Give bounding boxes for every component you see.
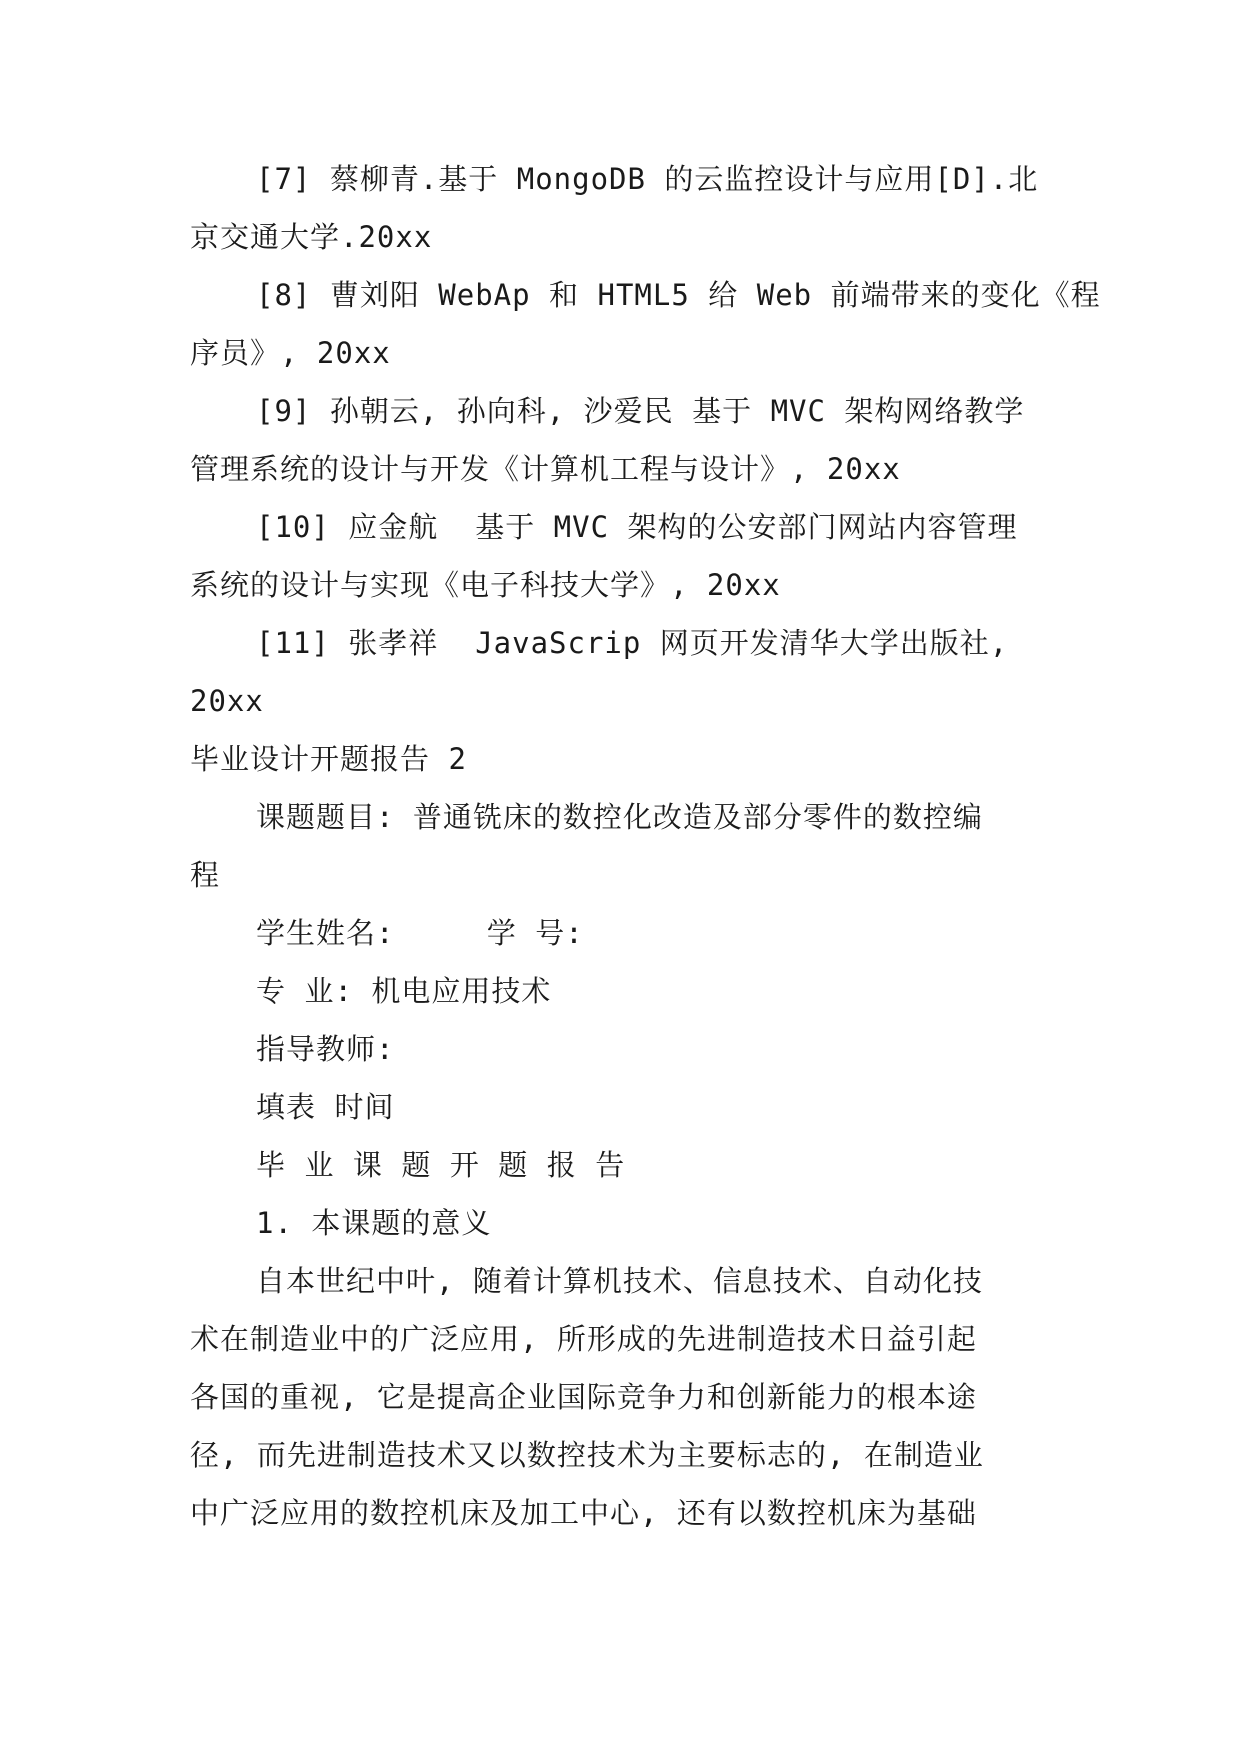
reference-10-line-1: [10] 应金航 基于 MVC 架构的公安部门网站内容管理: [256, 510, 1018, 544]
reference-list: [190, 150, 1101, 730]
paragraph-line: 术在制造业中的广泛应用, 所形成的先进制造技术日益引起: [190, 1322, 977, 1356]
advisor-field: 指导教师:: [256, 1032, 395, 1066]
paragraph-line: 径, 而先进制造技术又以数控技术为主要标志的, 在制造业: [190, 1438, 984, 1472]
topic-line-1: 课题题目: 普通铣床的数控化改造及部分零件的数控编: [256, 800, 983, 834]
student-field: 学生姓名: 学 号:: [256, 916, 584, 950]
body-paragraph: [190, 1252, 1050, 1542]
paragraph-line: 中广泛应用的数控机床及加工中心, 还有以数控机床为基础: [190, 1496, 977, 1530]
reference-8-line-1: [8] 曹刘阳 WebAp 和 HTML5 给 Web 前端带来的变化《程: [256, 278, 1101, 312]
reference-11-line-1: [11] 张孝祥 JavaScrip 网页开发清华大学出版社,: [256, 626, 1009, 660]
subheading: 1. 本课题的意义: [256, 1206, 492, 1240]
document-page: [190, 150, 1101, 1542]
major-field: 专 业: 机电应用技术: [256, 974, 552, 1008]
paragraph-line: 各国的重视, 它是提高企业国际竞争力和创新能力的根本途: [190, 1380, 977, 1414]
paragraph-line: 自本世纪中叶, 随着计算机技术、信息技术、自动化技: [256, 1264, 983, 1298]
reference-9-line-1: [9] 孙朝云, 孙向科, 沙爱民 基于 MVC 架构网络教学: [256, 394, 1025, 428]
section-heading: 毕 业 课 题 开 题 报 告: [256, 1148, 626, 1182]
topic-line-2: 程: [190, 858, 221, 892]
reference-9-line-2: 管理系统的设计与开发《计算机工程与设计》, 20xx: [190, 452, 901, 486]
reference-7-line-1: [7] 蔡柳青.基于 MongoDB 的云监控设计与应用[D].北: [256, 162, 1039, 196]
fill-time-field: 填表 时间: [256, 1090, 395, 1124]
report-title: 毕业设计开题报告 2: [190, 742, 467, 776]
reference-8-line-2: 序员》, 20xx: [190, 336, 391, 370]
reference-10-line-2: 系统的设计与实现《电子科技大学》, 20xx: [190, 568, 781, 602]
reference-7-line-2: 京交通大学.20xx: [190, 220, 433, 254]
reference-11-line-2: 20xx: [190, 684, 264, 718]
